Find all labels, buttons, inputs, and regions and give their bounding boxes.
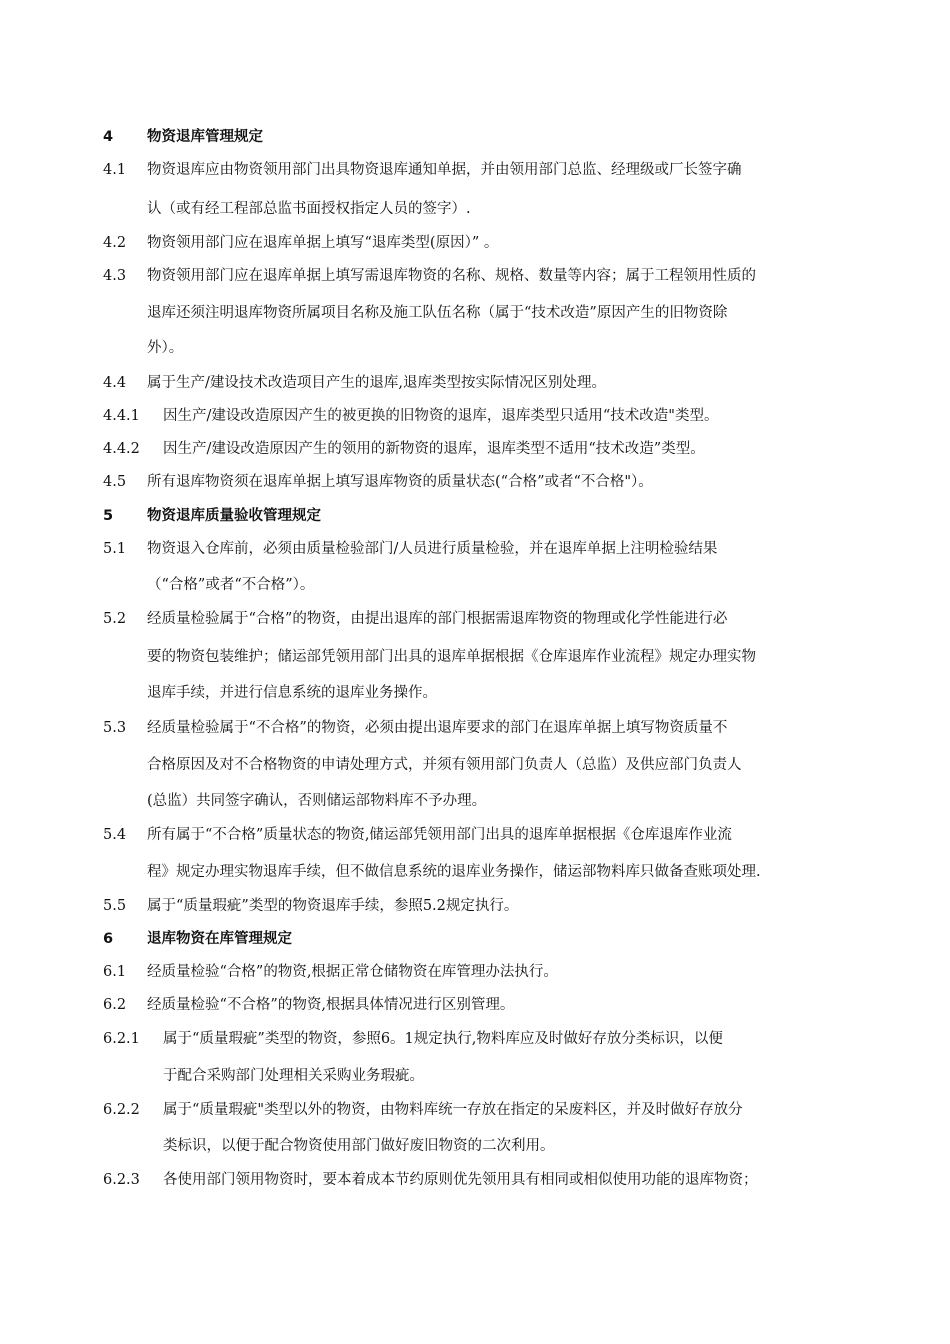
clause-number: 6.2.1 bbox=[103, 1031, 140, 1047]
clause-5-3-cont bbox=[0, 750, 950, 780]
clause-text: （“合格”或者“不合格”）。 bbox=[147, 577, 315, 593]
clause-text: 属于“质量瑕疵"类型以外的物资，由物料库统一存放在指定的呆废料区，并及时做好存放分 bbox=[163, 1102, 743, 1118]
clause-text: 于配合采购部门处理相关采购业务瑕疵。 bbox=[163, 1068, 424, 1084]
clause-text: 因生产/建设改造原因产生的领用的新物资的退库，退库类型不适用“技术改造”类型。 bbox=[163, 441, 705, 457]
clause-5-2-cont bbox=[0, 642, 950, 672]
clause-text: 物资领用部门应在退库单据上填写需退库物资的名称、规格、数量等内容；属于工程领用性质的 bbox=[147, 268, 756, 284]
clause-text: 所有属于“不合格”质量状态的物资,储运部凭领用部门出具的退库单据根据《仓库退库作业流 bbox=[147, 827, 732, 843]
section-title: 物资退库质量验收管理规定 bbox=[147, 508, 321, 524]
section-heading-6 bbox=[0, 924, 950, 954]
clause-5-1-cont bbox=[0, 570, 950, 600]
clause-number: 6.2.3 bbox=[103, 1172, 140, 1188]
clause-text: 物资退入仓库前，必须由质量检验部门/人员进行质量检验，并在退库单据上注明检验结果 bbox=[147, 541, 718, 557]
section-number: 6 bbox=[103, 931, 114, 947]
clause-number: 4.2 bbox=[103, 235, 127, 251]
clause-number: 5.4 bbox=[103, 827, 127, 843]
clause-4-1-cont bbox=[0, 194, 950, 224]
clause-number: 5.3 bbox=[103, 720, 127, 736]
clause-6-1 bbox=[0, 957, 950, 987]
clause-4-5 bbox=[0, 467, 950, 497]
clause-5-2 bbox=[0, 604, 950, 634]
clause-5-3-cont bbox=[0, 786, 950, 816]
clause-number: 4.3 bbox=[103, 268, 127, 284]
clause-5-3 bbox=[0, 713, 950, 743]
clause-text: 合格原因及对不合格物资的申请处理方式，并须有领用部门负责人（总监）及供应部门负责人 bbox=[147, 757, 742, 773]
clause-text: (总监）共同签字确认，否则储运部物料库不予办理。 bbox=[147, 793, 487, 809]
clause-4-3 bbox=[0, 261, 950, 291]
clause-4-1 bbox=[0, 155, 950, 185]
section-number: 4 bbox=[103, 129, 114, 145]
clause-text: 退库还须注明退库物资所属项目名称及施工队伍名称（属于“技术改造”原因产生的旧物资除 bbox=[147, 305, 728, 321]
clause-6-2-3 bbox=[0, 1165, 950, 1195]
clause-text: 程》规定办理实物退库手续，但不做信息系统的退库业务操作，储运部物料库只做备查账项处理. bbox=[147, 864, 761, 880]
clause-text: 要的物资包装维护；储运部凭领用部门出具的退库单据根据《仓库退库作业流程》规定办理实物 bbox=[147, 649, 756, 665]
clause-text: 经质量检验“合格”的物资,根据正常仓储物资在库管理办法执行。 bbox=[147, 964, 558, 980]
clause-number: 4.5 bbox=[103, 474, 127, 490]
clause-number: 4.4.2 bbox=[103, 441, 140, 457]
clause-4-2 bbox=[0, 228, 950, 258]
clause-number: 5.5 bbox=[103, 898, 127, 914]
clause-4-4-2 bbox=[0, 434, 950, 464]
clause-text: 经质量检验属于“不合格”的物资，必须由提出退库要求的部门在退库单据上填写物资质量不 bbox=[147, 720, 728, 736]
section-heading-5 bbox=[0, 501, 950, 531]
clause-text: 认（或有经工程部总监书面授权指定人员的签字）. bbox=[147, 201, 471, 217]
clause-text: 经质量检验属于“合格”的物资，由提出退库的部门根据需退库物资的物理或化学性能进行必 bbox=[147, 611, 728, 627]
clause-text: 因生产/建设改造原因产生的被更换的旧物资的退库，退库类型只适用“技术改造"类型。 bbox=[163, 408, 719, 424]
clause-number: 4.4.1 bbox=[103, 408, 140, 424]
clause-number: 4.1 bbox=[103, 162, 127, 178]
clause-text: 属于“质量瑕疵”类型的物资退库手续，参照5.2规定执行。 bbox=[147, 898, 519, 914]
clause-5-1 bbox=[0, 534, 950, 564]
clause-6-2-2 bbox=[0, 1095, 950, 1125]
clause-6-2-1-cont bbox=[0, 1061, 950, 1091]
section-number: 5 bbox=[103, 508, 114, 524]
clause-text: 经质量检验“不合格”的物资,根据具体情况进行区别管理。 bbox=[147, 997, 515, 1013]
clause-text: 物资退库应由物资领用部门出具物资退库通知单据，并由领用部门总监、经理级或厂长签字确 bbox=[147, 162, 742, 178]
clause-text: 属于“质量瑕疵”类型的物资，参照6。1规定执行,物料库应及时做好存放分类标识，以便 bbox=[163, 1031, 723, 1047]
section-heading-4 bbox=[0, 122, 950, 152]
clause-text: 所有退库物资须在退库单据上填写退库物资的质量状态(“合格”或者“不合格"）。 bbox=[147, 474, 653, 490]
clause-text: 类标识，以便于配合物资使用部门做好废旧物资的二次利用。 bbox=[163, 1138, 555, 1154]
clause-number: 5.2 bbox=[103, 611, 127, 627]
clause-4-4 bbox=[0, 368, 950, 398]
clause-5-2-cont bbox=[0, 678, 950, 708]
clause-text: 各使用部门领用物资时，要本着成本节约原则优先领用具有相同或相似使用功能的退库物资； bbox=[163, 1172, 758, 1188]
section-title: 退库物资在库管理规定 bbox=[147, 931, 292, 947]
clause-text: 属于生产/建设技术改造项目产生的退库,退库类型按实际情况区别处理。 bbox=[147, 375, 606, 391]
clause-5-4-cont bbox=[0, 857, 950, 887]
clause-6-2-1 bbox=[0, 1024, 950, 1054]
clause-number: 6.1 bbox=[103, 964, 127, 980]
clause-number: 6.2 bbox=[103, 997, 127, 1013]
clause-text: 物资领用部门应在退库单据上填写“退库类型(原因）” 。 bbox=[147, 235, 499, 251]
clause-4-4-1 bbox=[0, 401, 950, 431]
clause-6-2 bbox=[0, 990, 950, 1020]
clause-number: 6.2.2 bbox=[103, 1102, 140, 1118]
clause-text: 退库手续，并进行信息系统的退库业务操作。 bbox=[147, 685, 437, 701]
clause-4-3-cont bbox=[0, 333, 950, 363]
clause-5-5 bbox=[0, 891, 950, 921]
clause-text: 外）。 bbox=[147, 340, 184, 356]
clause-4-3-cont bbox=[0, 298, 950, 328]
clause-5-4 bbox=[0, 820, 950, 850]
clause-number: 4.4 bbox=[103, 375, 127, 391]
clause-6-2-2-cont bbox=[0, 1131, 950, 1161]
section-title: 物资退库管理规定 bbox=[147, 129, 263, 145]
clause-number: 5.1 bbox=[103, 541, 127, 557]
